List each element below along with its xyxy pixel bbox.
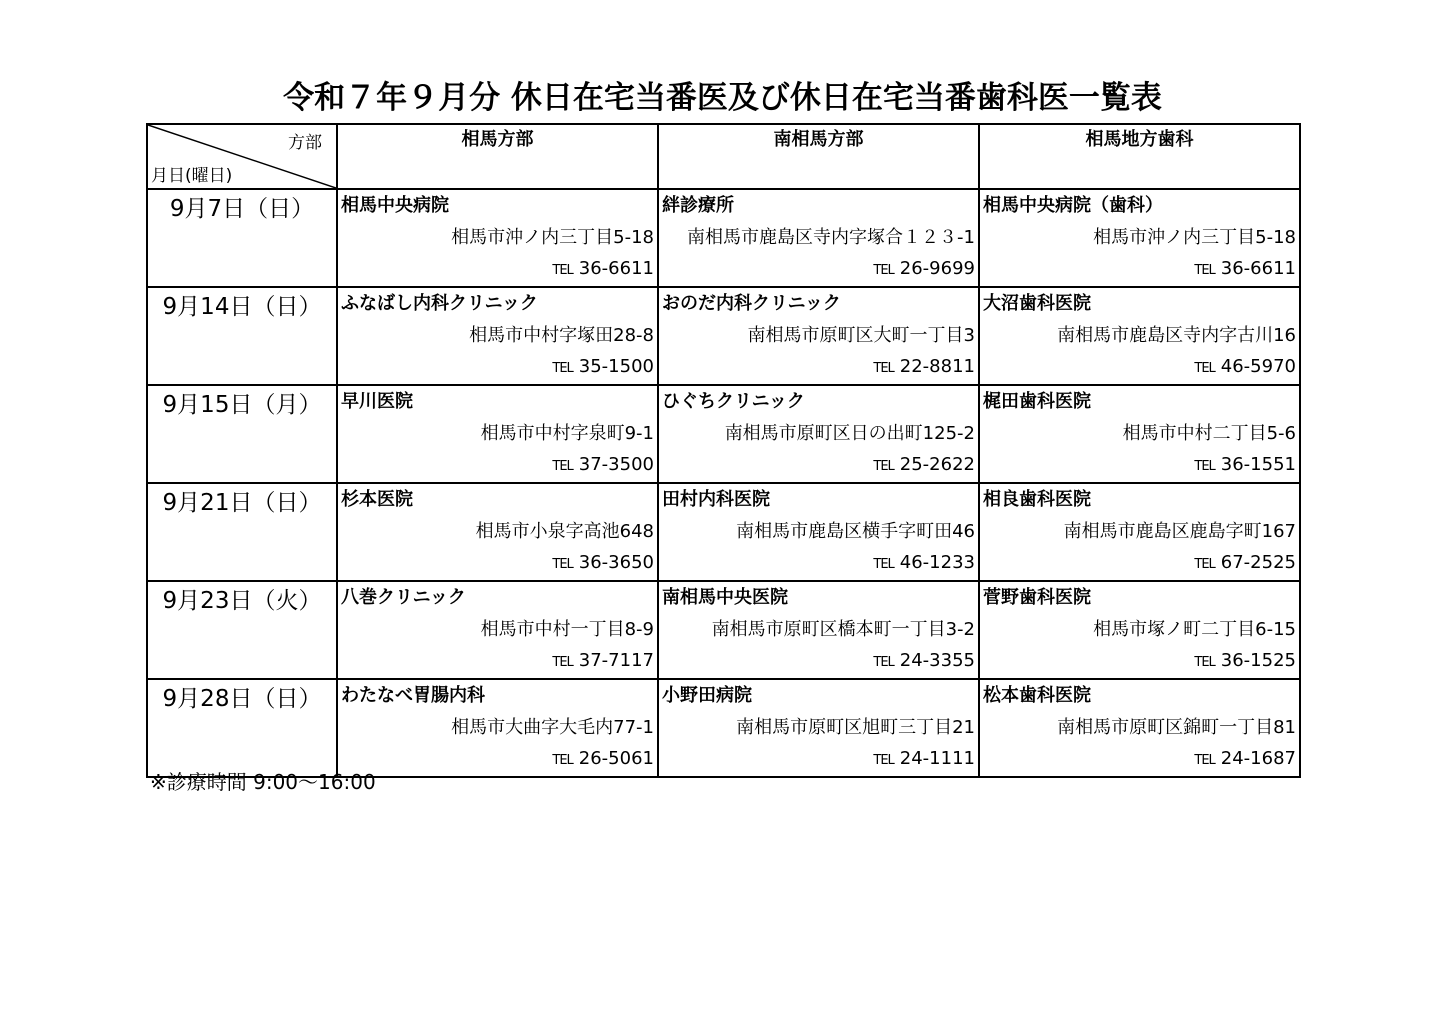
date-cell: 9月7日（日）: [147, 189, 337, 287]
facility-cell: [979, 483, 1300, 581]
facility-address: 南相馬市原町区日の出町125-2: [724, 422, 975, 444]
table-row: [147, 581, 1300, 679]
facility-cell: [658, 581, 979, 679]
tel-number: 24-1687: [1220, 748, 1296, 769]
facility-cell: [979, 189, 1300, 287]
facility-cell: [337, 385, 658, 483]
facility-name: 菅野歯科医院: [983, 587, 1091, 608]
tel-number: 46-1233: [899, 552, 975, 573]
tel-number: 46-5970: [1220, 356, 1296, 377]
facility-tel: [662, 353, 975, 383]
table-row: [147, 679, 1300, 777]
facility-name: 八巻クリニック: [341, 587, 466, 608]
corner-header-cell: [147, 124, 337, 189]
facility-tel: [341, 451, 654, 481]
tel-label: TEL: [552, 361, 573, 376]
facility-name: おのだ内科クリニック: [662, 293, 841, 314]
tel-label: TEL: [873, 263, 894, 278]
facility-tel: [983, 255, 1296, 285]
facility-address: 相馬市中村一丁目8-9: [480, 618, 654, 640]
facility-cell: [658, 385, 979, 483]
facility-address: 相馬市沖ノ内三丁目5-18: [1093, 226, 1296, 248]
facility-name: 相馬中央病院（歯科）: [983, 195, 1163, 216]
facility-address: 相馬市塚ノ町二丁目6-15: [1093, 618, 1296, 640]
area-header-minamisoma: 南相馬方部: [658, 124, 979, 189]
facility-name: 小野田病院: [662, 685, 752, 706]
tel-label: TEL: [552, 557, 573, 572]
facility-cell: [658, 287, 979, 385]
tel-label: TEL: [873, 753, 894, 768]
table-row: [147, 189, 1300, 287]
tel-number: 37-7117: [578, 650, 654, 671]
tel-label: TEL: [1194, 459, 1215, 474]
table-row: [147, 385, 1300, 483]
consultation-hours-note: ※診療時間 9:00～16:00: [150, 770, 376, 794]
facility-tel: [341, 647, 654, 677]
tel-label: TEL: [552, 459, 573, 474]
facility-tel: [662, 549, 975, 579]
header-row: [147, 124, 1300, 189]
facility-tel: [983, 745, 1296, 775]
facility-name: 相良歯科医院: [983, 489, 1091, 510]
facility-name: 相馬中央病院: [341, 195, 449, 216]
facility-address: 南相馬市原町区橋本町一丁目3-2: [711, 618, 975, 640]
facility-cell: [658, 189, 979, 287]
facility-address: 相馬市中村字泉町9-1: [480, 422, 654, 444]
tel-number: 37-3500: [578, 454, 654, 475]
tel-label: TEL: [873, 459, 894, 474]
tel-label: TEL: [873, 557, 894, 572]
facility-address: 相馬市大曲字大毛内77-1: [451, 716, 654, 738]
facility-address: 相馬市中村字塚田28-8: [469, 324, 654, 346]
tel-number: 26-5061: [578, 748, 654, 769]
facility-name: 梶田歯科医院: [983, 391, 1091, 412]
facility-address: 南相馬市原町区旭町三丁目21: [736, 716, 975, 738]
tel-number: 36-1525: [1220, 650, 1296, 671]
facility-name: 大沼歯科医院: [983, 293, 1091, 314]
facility-tel: [341, 255, 654, 285]
tel-number: 36-1551: [1220, 454, 1296, 475]
tel-number: 22-8811: [899, 356, 975, 377]
facility-cell: [337, 287, 658, 385]
tel-label: TEL: [552, 655, 573, 670]
tel-number: 26-9699: [899, 258, 975, 279]
table-row: [147, 287, 1300, 385]
area-header-dental: 相馬地方歯科: [979, 124, 1300, 189]
tel-number: 36-6611: [1220, 258, 1296, 279]
facility-cell: [658, 679, 979, 777]
date-cell: 9月15日（月）: [147, 385, 337, 483]
area-header-soma: 相馬方部: [337, 124, 658, 189]
tel-label: TEL: [873, 361, 894, 376]
facility-name: 田村内科医院: [662, 489, 770, 510]
facility-address: 相馬市沖ノ内三丁目5-18: [451, 226, 654, 248]
schedule-table: [146, 123, 1301, 778]
facility-tel: [983, 647, 1296, 677]
facility-tel: [341, 353, 654, 383]
facility-name: 早川医院: [341, 391, 413, 412]
tel-number: 36-3650: [578, 552, 654, 573]
tel-number: 24-3355: [899, 650, 975, 671]
facility-tel: [341, 549, 654, 579]
tel-number: 67-2525: [1220, 552, 1296, 573]
facility-tel: [662, 255, 975, 285]
facility-tel: [662, 647, 975, 677]
facility-name: 絆診療所: [662, 195, 734, 216]
facility-cell: [337, 483, 658, 581]
facility-address: 相馬市中村二丁目5-6: [1122, 422, 1296, 444]
tel-number: 25-2622: [899, 454, 975, 475]
tel-label: TEL: [1194, 361, 1215, 376]
facility-cell: [337, 189, 658, 287]
facility-tel: [662, 451, 975, 481]
facility-address: 南相馬市鹿島区横手字町田46: [736, 520, 975, 542]
facility-cell: [979, 679, 1300, 777]
date-cell: 9月23日（火）: [147, 581, 337, 679]
tel-number: 24-1111: [899, 748, 975, 769]
facility-address: 南相馬市原町区大町一丁目3: [747, 324, 975, 346]
facility-tel: [662, 745, 975, 775]
facility-address: 南相馬市鹿島区鹿島字町167: [1063, 520, 1296, 542]
tel-label: TEL: [873, 655, 894, 670]
tel-number: 35-1500: [578, 356, 654, 377]
facility-cell: [658, 483, 979, 581]
facility-tel: [341, 745, 654, 775]
facility-cell: [337, 679, 658, 777]
facility-cell: [979, 385, 1300, 483]
facility-address: 南相馬市鹿島区寺内字古川16: [1057, 324, 1296, 346]
facility-address: 南相馬市原町区錦町一丁目81: [1057, 716, 1296, 738]
page-title: 令和７年９月分 休日在宅当番医及び休日在宅当番歯科医一覧表: [283, 80, 1162, 116]
tel-label: TEL: [552, 753, 573, 768]
tel-label: TEL: [1194, 263, 1215, 278]
facility-address: 南相馬市鹿島区寺内字塚合１２３-1: [687, 226, 975, 248]
date-cell: 9月14日（日）: [147, 287, 337, 385]
facility-name: わたなべ胃腸内科: [341, 685, 485, 706]
facility-tel: [983, 353, 1296, 383]
tel-label: TEL: [1194, 753, 1215, 768]
facility-name: 松本歯科医院: [983, 685, 1091, 706]
facility-tel: [983, 451, 1296, 481]
facility-cell: [337, 581, 658, 679]
tel-label: TEL: [1194, 557, 1215, 572]
facility-tel: [983, 549, 1296, 579]
facility-name: ふなばし内科クリニック: [341, 293, 538, 314]
facility-name: 杉本医院: [341, 489, 413, 510]
date-cell: 9月21日（日）: [147, 483, 337, 581]
corner-label-area: 方部: [288, 133, 322, 153]
tel-label: TEL: [552, 263, 573, 278]
table-row: [147, 483, 1300, 581]
facility-cell: [979, 287, 1300, 385]
tel-label: TEL: [1194, 655, 1215, 670]
tel-number: 36-6611: [578, 258, 654, 279]
facility-name: 南相馬中央医院: [662, 587, 788, 608]
facility-name: ひぐちクリニック: [662, 391, 805, 412]
corner-label-date: 月日(曜日): [151, 166, 233, 186]
facility-cell: [979, 581, 1300, 679]
date-cell: 9月28日（日）: [147, 679, 337, 777]
facility-address: 相馬市小泉字高池648: [475, 520, 654, 542]
